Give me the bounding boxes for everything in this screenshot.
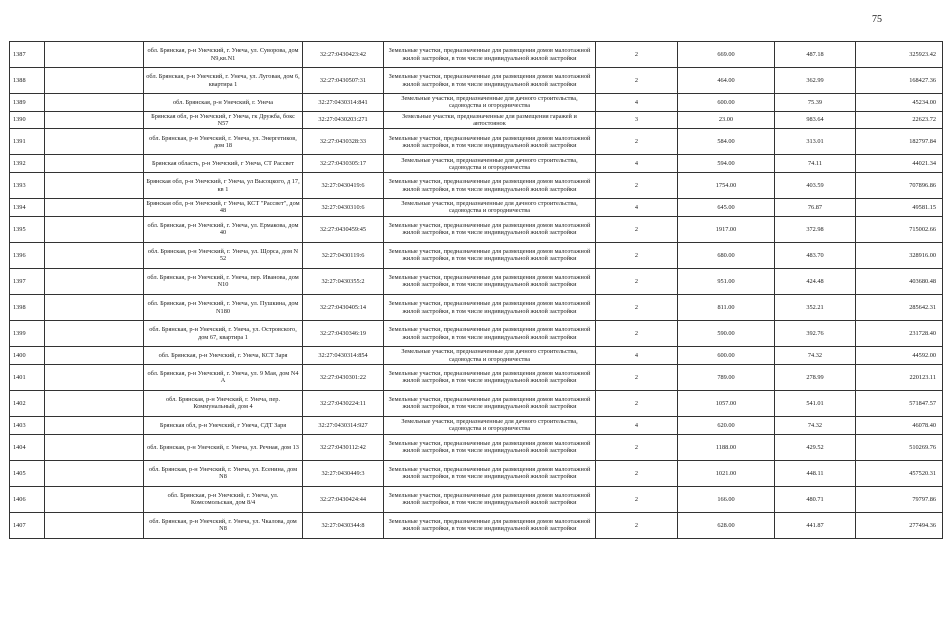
- row-number-cell: 1388: [10, 68, 45, 94]
- table-row: [10, 129, 943, 155]
- land-use-cell: Земельные участки, предназначенные для размещения домов малоэтажной жилой застройки, в том числе индивидуальной жилой застройки: [384, 129, 596, 155]
- rate-cell: 403.59: [775, 173, 856, 199]
- area-cell: 600.00: [678, 347, 775, 365]
- cadastral-value-cell: 328916.00: [856, 242, 943, 268]
- cadastral-number-cell: 32:27:0430424:44: [303, 486, 384, 512]
- address-cell: обл. Брянская, р-н Унечский, г. Унеча, пер. Коммунальный, дом 4: [144, 390, 303, 416]
- row-number-cell: 1406: [10, 486, 45, 512]
- address-cell: обл. Брянская, р-н Унечский, г. Унеча: [144, 94, 303, 112]
- group-cell: 2: [596, 129, 678, 155]
- group-cell: 2: [596, 242, 678, 268]
- table-row: [10, 268, 943, 294]
- cadastral-number-cell: 32:27:0430314:841: [303, 94, 384, 112]
- group-cell: 4: [596, 417, 678, 435]
- land-use-cell: Земельные участки, предназначенные для дачного строительства, садоводства и огородничества: [384, 347, 596, 365]
- area-cell: 1021.00: [678, 460, 775, 486]
- rate-cell: 392.76: [775, 321, 856, 347]
- address-cell: обл. Брянская, р-н Унечский, г. Унеча, ул. Речная, дом 13: [144, 434, 303, 460]
- area-cell: 584.00: [678, 129, 775, 155]
- cadastral-number-cell: 32:27:0430344:8: [303, 512, 384, 538]
- table-row: [10, 68, 943, 94]
- group-cell: 4: [596, 347, 678, 365]
- rate-cell: 352.21: [775, 295, 856, 321]
- blank-cell: [45, 486, 144, 512]
- rate-cell: 429.52: [775, 434, 856, 460]
- blank-cell: [45, 268, 144, 294]
- address-cell: Брянская область, р-н Унечский, г Унеча, СТ Рассвет: [144, 155, 303, 173]
- row-number-cell: 1395: [10, 216, 45, 242]
- land-use-cell: Земельные участки, предназначенные для дачного строительства, садоводства и огородничества: [384, 199, 596, 217]
- cadastral-number-cell: 32:27:0430507:31: [303, 68, 384, 94]
- area-cell: 594.00: [678, 155, 775, 173]
- blank-cell: [45, 460, 144, 486]
- table-row: [10, 295, 943, 321]
- blank-cell: [45, 155, 144, 173]
- cadastral-number-cell: 32:27:0430449:3: [303, 460, 384, 486]
- row-number-cell: 1397: [10, 268, 45, 294]
- land-use-cell: Земельные участки, предназначенные для размещения домов малоэтажной жилой застройки, в том числе индивидуальной жилой застройки: [384, 390, 596, 416]
- address-cell: обл. Брянская, р-н Унечский, г. Унеча, КСТ Заря: [144, 347, 303, 365]
- group-cell: 2: [596, 321, 678, 347]
- blank-cell: [45, 321, 144, 347]
- row-number-cell: 1399: [10, 321, 45, 347]
- land-use-cell: Земельные участки, предназначенные для размещения домов малоэтажной жилой застройки, в том числе индивидуальной жилой застройки: [384, 486, 596, 512]
- cadastral-value-cell: 457520.31: [856, 460, 943, 486]
- cadastral-number-cell: 32:27:0430355:2: [303, 268, 384, 294]
- row-number-cell: 1403: [10, 417, 45, 435]
- cadastral-value-cell: 220123.11: [856, 364, 943, 390]
- group-cell: 2: [596, 295, 678, 321]
- cadastral-number-cell: 32:27:0430328:33: [303, 129, 384, 155]
- address-cell: Брянская обл, р-н Унечский, г Унеча, КСТ "Рассвет", дом 48: [144, 199, 303, 217]
- table-row: [10, 417, 943, 435]
- rate-cell: 75.39: [775, 94, 856, 112]
- land-use-cell: Земельные участки, предназначенные для дачного строительства, садоводства и огородничества: [384, 94, 596, 112]
- rate-cell: 983.64: [775, 111, 856, 129]
- land-registry-table: [9, 41, 943, 539]
- row-number-cell: 1394: [10, 199, 45, 217]
- area-cell: 1057.00: [678, 390, 775, 416]
- row-number-cell: 1407: [10, 512, 45, 538]
- area-cell: 628.00: [678, 512, 775, 538]
- group-cell: 4: [596, 94, 678, 112]
- cadastral-number-cell: 32:27:0430112:42: [303, 434, 384, 460]
- table-row: [10, 94, 943, 112]
- land-use-cell: Земельные участки, предназначенные для размещения домов малоэтажной жилой застройки, в том числе индивидуальной жилой застройки: [384, 512, 596, 538]
- land-use-cell: Земельные участки, предназначенные для размещения домов малоэтажной жилой застройки, в том числе индивидуальной жилой застройки: [384, 242, 596, 268]
- table-row: [10, 347, 943, 365]
- table-row: [10, 242, 943, 268]
- cadastral-number-cell: 32:27:0430119:6: [303, 242, 384, 268]
- cadastral-number-cell: 32:27:0430419:6: [303, 173, 384, 199]
- area-cell: 464.00: [678, 68, 775, 94]
- rate-cell: 487.18: [775, 42, 856, 68]
- rate-cell: 483.70: [775, 242, 856, 268]
- land-use-cell: Земельные участки, предназначенные для размещения домов малоэтажной жилой застройки, в том числе индивидуальной жилой застройки: [384, 295, 596, 321]
- table-row: [10, 390, 943, 416]
- row-number-cell: 1392: [10, 155, 45, 173]
- table-row: [10, 216, 943, 242]
- table-row: [10, 434, 943, 460]
- area-cell: 680.00: [678, 242, 775, 268]
- group-cell: 2: [596, 512, 678, 538]
- cadastral-value-cell: 79797.86: [856, 486, 943, 512]
- cadastral-number-cell: 32:27:0430301:22: [303, 364, 384, 390]
- cadastral-value-cell: 46078.40: [856, 417, 943, 435]
- cadastral-number-cell: 32:27:0430224:11: [303, 390, 384, 416]
- area-cell: 951.00: [678, 268, 775, 294]
- rate-cell: 448.11: [775, 460, 856, 486]
- area-cell: 669.00: [678, 42, 775, 68]
- land-use-cell: Земельные участки, предназначенные для размещения домов малоэтажной жилой застройки, в том числе индивидуальной жилой застройки: [384, 321, 596, 347]
- group-cell: 2: [596, 486, 678, 512]
- cadastral-value-cell: 277494.36: [856, 512, 943, 538]
- blank-cell: [45, 199, 144, 217]
- group-cell: 2: [596, 216, 678, 242]
- row-number-cell: 1391: [10, 129, 45, 155]
- area-cell: 166.00: [678, 486, 775, 512]
- address-cell: обл. Брянская, р-н Унечский, г. Унеча, ул. Энергетиков, дом 18: [144, 129, 303, 155]
- table-row: [10, 460, 943, 486]
- row-number-cell: 1389: [10, 94, 45, 112]
- table-row: [10, 111, 943, 129]
- address-cell: обл. Брянская, р-н Унечский, г. Унеча, ул. Щорса, дом N 52: [144, 242, 303, 268]
- address-cell: Брянская обл, р-н Унечский, г Унеча, гк Дружба, бокс N57: [144, 111, 303, 129]
- blank-cell: [45, 129, 144, 155]
- blank-cell: [45, 94, 144, 112]
- rate-cell: 541.01: [775, 390, 856, 416]
- address-cell: обл. Брянская, р-н Унечский, г. Унеча, ул. Ермакова, дом 40: [144, 216, 303, 242]
- area-cell: 620.00: [678, 417, 775, 435]
- row-number-cell: 1393: [10, 173, 45, 199]
- blank-cell: [45, 347, 144, 365]
- address-cell: обл. Брянская, р-н Унечский, г. Унеча, ул. Комсомольская, дом 8/4: [144, 486, 303, 512]
- area-cell: 789.00: [678, 364, 775, 390]
- table-row: [10, 173, 943, 199]
- table-row: [10, 364, 943, 390]
- cadastral-number-cell: 32:27:0430314:927: [303, 417, 384, 435]
- cadastral-number-cell: 32:27:0430405:14: [303, 295, 384, 321]
- address-cell: обл. Брянская, р-н Унечский, г. Унеча, ул. Островского, дом 67, квартира 1: [144, 321, 303, 347]
- row-number-cell: 1405: [10, 460, 45, 486]
- table-body: [10, 42, 943, 539]
- cadastral-number-cell: 32:27:0430314:854: [303, 347, 384, 365]
- blank-cell: [45, 417, 144, 435]
- cadastral-value-cell: 571847.57: [856, 390, 943, 416]
- row-number-cell: 1398: [10, 295, 45, 321]
- cadastral-number-cell: 32:27:0430310:6: [303, 199, 384, 217]
- group-cell: 2: [596, 460, 678, 486]
- cadastral-number-cell: 32:27:0430423:42: [303, 42, 384, 68]
- blank-cell: [45, 364, 144, 390]
- table-row: [10, 42, 943, 68]
- table-row: [10, 321, 943, 347]
- cadastral-number-cell: 32:27:0430459:45: [303, 216, 384, 242]
- address-cell: Брянская обл, р-н Унечский, г Унеча, ул Высоцкого, д 17, кв 1: [144, 173, 303, 199]
- table-row: [10, 199, 943, 217]
- cadastral-value-cell: 182797.84: [856, 129, 943, 155]
- land-use-cell: Земельные участки, предназначенные для размещения домов малоэтажной жилой застройки, в том числе индивидуальной жилой застройки: [384, 216, 596, 242]
- address-cell: обл. Брянская, р-н Унечский, г. Унеча, ул. Чкалова, дом N8: [144, 512, 303, 538]
- land-use-cell: Земельные участки, предназначенные для размещения домов малоэтажной жилой застройки, в том числе индивидуальной жилой застройки: [384, 460, 596, 486]
- row-number-cell: 1401: [10, 364, 45, 390]
- blank-cell: [45, 512, 144, 538]
- blank-cell: [45, 390, 144, 416]
- land-use-cell: Земельные участки, предназначенные для дачного строительства, садоводства и огородничества: [384, 417, 596, 435]
- area-cell: 590.00: [678, 321, 775, 347]
- rate-cell: 278.99: [775, 364, 856, 390]
- table-row: [10, 486, 943, 512]
- cadastral-value-cell: 45234.00: [856, 94, 943, 112]
- rate-cell: 441.87: [775, 512, 856, 538]
- area-cell: 23.00: [678, 111, 775, 129]
- land-use-cell: Земельные участки, предназначенные для размещения домов малоэтажной жилой застройки, в том числе индивидуальной жилой застройки: [384, 42, 596, 68]
- address-cell: обл. Брянская, р-н Унечский, г. Унеча, ул. 9 Мая, дом N4 А: [144, 364, 303, 390]
- row-number-cell: 1400: [10, 347, 45, 365]
- group-cell: 2: [596, 173, 678, 199]
- blank-cell: [45, 111, 144, 129]
- address-cell: обл. Брянская, р-н Унечский, г. Унеча, пер. Иванова, дом N10: [144, 268, 303, 294]
- rate-cell: 313.01: [775, 129, 856, 155]
- land-use-cell: Земельные участки, предназначенные для размещения гаражей и автостоянок: [384, 111, 596, 129]
- rate-cell: 362.99: [775, 68, 856, 94]
- blank-cell: [45, 42, 144, 68]
- cadastral-value-cell: 403680.48: [856, 268, 943, 294]
- group-cell: 4: [596, 199, 678, 217]
- blank-cell: [45, 295, 144, 321]
- land-use-cell: Земельные участки, предназначенные для дачного строительства, садоводства и огородничества: [384, 155, 596, 173]
- blank-cell: [45, 434, 144, 460]
- blank-cell: [45, 173, 144, 199]
- land-use-cell: Земельные участки, предназначенные для размещения домов малоэтажной жилой застройки, в том числе индивидуальной жилой застройки: [384, 434, 596, 460]
- rate-cell: 74.11: [775, 155, 856, 173]
- row-number-cell: 1396: [10, 242, 45, 268]
- area-cell: 811.00: [678, 295, 775, 321]
- rate-cell: 74.32: [775, 417, 856, 435]
- address-cell: обл. Брянская, р-н Унечский, г. Унеча, ул. Пушкина, дом N180: [144, 295, 303, 321]
- row-number-cell: 1390: [10, 111, 45, 129]
- rate-cell: 480.71: [775, 486, 856, 512]
- blank-cell: [45, 216, 144, 242]
- rate-cell: 76.87: [775, 199, 856, 217]
- rate-cell: 424.48: [775, 268, 856, 294]
- group-cell: 2: [596, 68, 678, 94]
- cadastral-value-cell: 168427.36: [856, 68, 943, 94]
- area-cell: 600.00: [678, 94, 775, 112]
- blank-cell: [45, 68, 144, 94]
- cadastral-value-cell: 715002.66: [856, 216, 943, 242]
- cadastral-value-cell: 44021.34: [856, 155, 943, 173]
- blank-cell: [45, 242, 144, 268]
- group-cell: 2: [596, 390, 678, 416]
- rate-cell: 74.32: [775, 347, 856, 365]
- row-number-cell: 1404: [10, 434, 45, 460]
- land-use-cell: Земельные участки, предназначенные для размещения домов малоэтажной жилой застройки, в том числе индивидуальной жилой застройки: [384, 364, 596, 390]
- cadastral-value-cell: 285642.31: [856, 295, 943, 321]
- land-use-cell: Земельные участки, предназначенные для размещения домов малоэтажной жилой застройки, в том числе индивидуальной жилой застройки: [384, 268, 596, 294]
- group-cell: 4: [596, 155, 678, 173]
- area-cell: 1917.00: [678, 216, 775, 242]
- cadastral-number-cell: 32:27:0430203:271: [303, 111, 384, 129]
- area-cell: 1188.00: [678, 434, 775, 460]
- address-cell: Брянская обл, р-н Унечский, г Унеча, СДТ Заря: [144, 417, 303, 435]
- row-number-cell: 1387: [10, 42, 45, 68]
- cadastral-value-cell: 49581.15: [856, 199, 943, 217]
- group-cell: 2: [596, 42, 678, 68]
- cadastral-number-cell: 32:27:0430346:19: [303, 321, 384, 347]
- cadastral-value-cell: 44592.00: [856, 347, 943, 365]
- cadastral-value-cell: 707896.86: [856, 173, 943, 199]
- cadastral-value-cell: 325923.42: [856, 42, 943, 68]
- cadastral-number-cell: 32:27:0430305:17: [303, 155, 384, 173]
- group-cell: 2: [596, 268, 678, 294]
- row-number-cell: 1402: [10, 390, 45, 416]
- group-cell: 2: [596, 434, 678, 460]
- land-use-cell: Земельные участки, предназначенные для размещения домов малоэтажной жилой застройки, в том числе индивидуальной жилой застройки: [384, 68, 596, 94]
- group-cell: 3: [596, 111, 678, 129]
- address-cell: обл. Брянская, р-н Унечский, г. Унеча, ул. Суворова, дом N9,кв.N1: [144, 42, 303, 68]
- cadastral-value-cell: 231728.40: [856, 321, 943, 347]
- table-row: [10, 155, 943, 173]
- area-cell: 645.00: [678, 199, 775, 217]
- area-cell: 1754.00: [678, 173, 775, 199]
- cadastral-value-cell: 510269.76: [856, 434, 943, 460]
- land-use-cell: Земельные участки, предназначенные для размещения домов малоэтажной жилой застройки, в том числе индивидуальной жилой застройки: [384, 173, 596, 199]
- cadastral-value-cell: 22623.72: [856, 111, 943, 129]
- table-row: [10, 512, 943, 538]
- address-cell: обл. Брянская, р-н Унечский, г. Унеча, ул. Есенина, дом N8: [144, 460, 303, 486]
- group-cell: 2: [596, 364, 678, 390]
- page-number: 75: [872, 14, 882, 25]
- rate-cell: 372.98: [775, 216, 856, 242]
- address-cell: обл. Брянская, р-н Унечский, г. Унеча, ул. Луговая, дом 6, квартира 1: [144, 68, 303, 94]
